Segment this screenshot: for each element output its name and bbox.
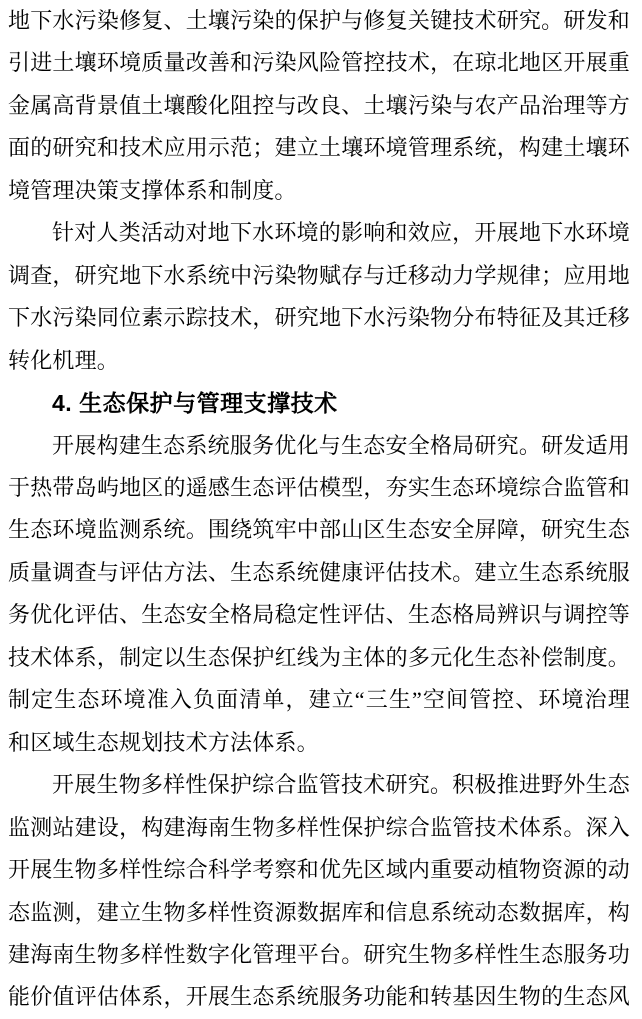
section-heading: 4. 生态保护与管理支撑技术 (52, 390, 338, 417)
text-line: 引进土壤环境质量改善和污染风险管控技术，在琼北地区开展重 (8, 50, 630, 76)
text-line: 开展生物多样性综合科学考察和优先区域内重要动植物资源的动 (8, 857, 630, 883)
text-line: 转化机理。 (8, 347, 120, 373)
text-line: 建海南生物多样性数字化管理平台。研究生物多样性生态服务功 (8, 941, 630, 967)
text-line: 地下水污染修复、土壤污染的保护与修复关键技术研究。研发和 (8, 8, 630, 33)
text-line: 技术体系，制定以生态保护红线为主体的多元化生态补偿制度。 (8, 644, 630, 670)
text-line: 调查，研究地下水系统中污染物赋存与迁移动力学规律；应用地 (8, 262, 630, 288)
text-line: 开展生物多样性保护综合监管技术研究。积极推进野外生态 (52, 772, 630, 798)
text-line: 于热带岛屿地区的遥感生态评估模型，夯实生态环境综合监管和 (8, 474, 630, 500)
text-line: 境管理决策支撑体系和制度。 (8, 177, 297, 203)
text-line: 务优化评估、生态安全格局稳定性评估、生态格局辨识与调控等 (8, 602, 630, 628)
paragraph-eco-security (8, 425, 630, 765)
text-line: 制定生态环境准入负面清单，建立“三生”空间管控、环境治理 (8, 687, 630, 713)
text-line: 质量调查与评估方法、生态系统健康评估技术。建立生态系统服 (8, 559, 630, 585)
text-line: 监测站建设，构建海南生物多样性保护综合监管技术体系。深入 (8, 814, 630, 840)
text-line: 针对人类活动对地下水环境的影响和效应，开展地下水环境 (52, 220, 630, 246)
text-line: 开展构建生态系统服务优化与生态安全格局研究。研发适用 (52, 432, 630, 458)
text-line: 面的研究和技术应用示范；建立土壤环境管理系统，构建土壤环 (8, 135, 630, 161)
text-line: 和区域生态规划技术方法体系。 (8, 729, 319, 755)
text-line: 生态环境监测系统。围绕筑牢中部山区生态安全屏障，研究生态 (8, 517, 630, 543)
text-line: 下水污染同位素示踪技术，研究地下水污染物分布特征及其迁移 (8, 305, 630, 331)
text-line: 金属高背景值土壤酸化阻控与改良、土壤污染与农产品治理等方 (8, 92, 630, 118)
text-line: 态监测，建立生物多样性资源数据库和信息系统动态数据库，构 (8, 899, 630, 925)
text-line: 能价值评估体系，开展生态系统服务功能和转基因生物的生态风 (8, 984, 630, 1010)
paragraph-groundwater-survey (8, 212, 630, 382)
paragraph-biodiversity (8, 764, 630, 1019)
paragraph-soil-groundwater (8, 0, 630, 212)
